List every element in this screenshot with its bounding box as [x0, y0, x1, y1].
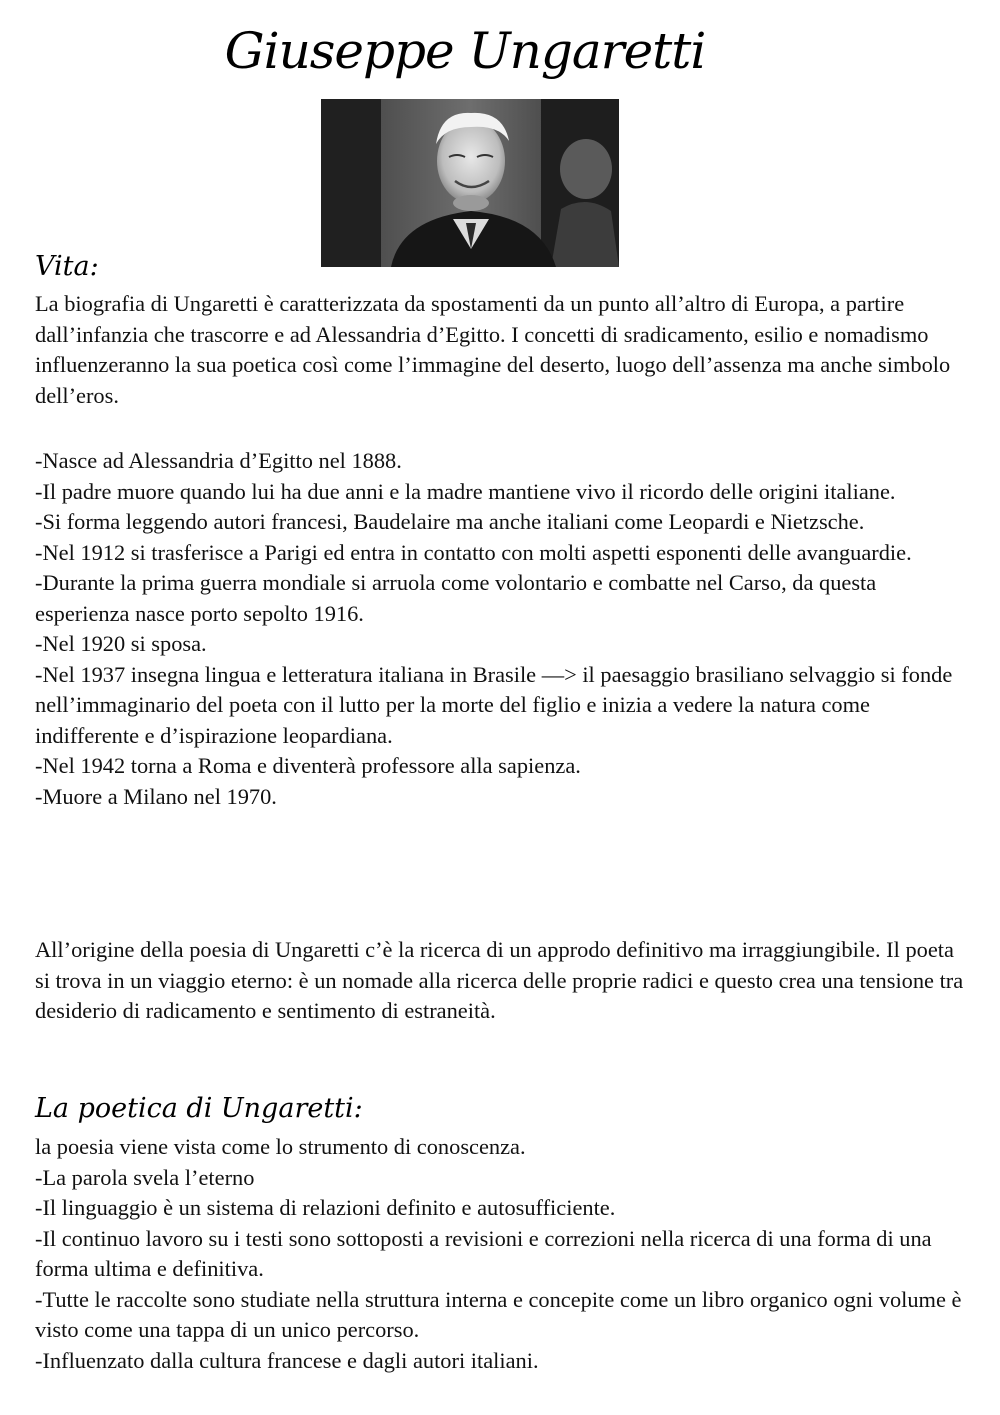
vita-intro-paragraph	[35, 289, 970, 411]
section-heading-poetica: La poetica di Ungaretti:	[35, 1093, 363, 1124]
list-item: -Nel 1920 si sposa.	[35, 631, 207, 656]
vita-origin-paragraph	[35, 935, 970, 1027]
list-item: -Nel 1942 torna a Roma e diventerà professore alla sapienza.	[35, 753, 581, 778]
list-item: -Nel 1912 si trasferisce a Parigi ed entra in contatto con molti aspetti esponenti delle avanguardie.	[35, 539, 912, 565]
list-item: -Nasce ad Alessandria d’Egitto nel 1888.	[35, 448, 402, 473]
list-item: -Si forma leggendo autori francesi, Baudelaire ma anche italiani come Leopardi e Nietzsche.	[35, 509, 865, 534]
list-item: -Il continuo lavoro su i testi sono sottoposti a revisioni e correzioni nella ricerca di una forma di una forma ultima e definitiva.	[35, 1225, 932, 1281]
list-item: -Durante la prima guerra mondiale si arruola come volontario e combatte nel Carso, da questa esperienza nasce porto sepolto 1916.	[35, 570, 877, 626]
poetica-list	[35, 1132, 970, 1376]
list-item: -Influenzato dalla cultura francese e dagli autori italiani.	[35, 1347, 539, 1373]
list-item: -Tutte le raccolte sono studiate nella struttura interna e concepite come un libro organico ogni volume è visto come una tappa di un unico percorso.	[35, 1286, 962, 1342]
list-item: -Il padre muore quando lui ha due anni e la madre mantiene vivo il ricordo delle origini italiane.	[35, 478, 896, 504]
section-heading-vita: Vita:	[35, 251, 99, 282]
list-item: -Il linguaggio è un sistema di relazioni definito e autosufficiente.	[35, 1195, 616, 1220]
list-item: -La parola svela l’eterno	[35, 1164, 255, 1190]
vita-timeline-list	[35, 446, 970, 812]
portrait-photo	[321, 99, 619, 267]
list-item: la poesia viene vista come lo strumento di conoscenza.	[35, 1134, 526, 1159]
list-item: -Muore a Milano nel 1970.	[35, 783, 277, 809]
list-item: -Nel 1937 insegna lingua e letteratura italiana in Brasile —> il paesaggio brasiliano selvaggio si fonde nell’immaginario del poeta con il lutto per la morte del figlio e inizia a vedere la natura come indifferente e d’ispirazione leopardiana.	[35, 661, 953, 748]
page-title: Giuseppe Ungaretti	[224, 22, 706, 80]
origin-text: All’origine della poesia di Ungaretti c’è la ricerca di un approdo definitivo ma irraggiungibile. Il poeta si trova in un viaggio eterno: è un nomade alla ricerca delle proprie radici e questo crea una tensione tra desiderio di radicamento e sentimento di estraneità.	[35, 937, 964, 1023]
vita-intro-text: La biografia di Ungaretti è caratterizzata da spostamenti da un punto all’altro di Europa, a partire dall’infanzia che trascorre e ad Alessandria d’Egitto. I concetti di sradicamento, esilio e nomadismo influenzeranno la sua poetica così come l’immagine del deserto, luogo dell’assenza ma anche simbolo dell’eros.	[35, 291, 951, 408]
